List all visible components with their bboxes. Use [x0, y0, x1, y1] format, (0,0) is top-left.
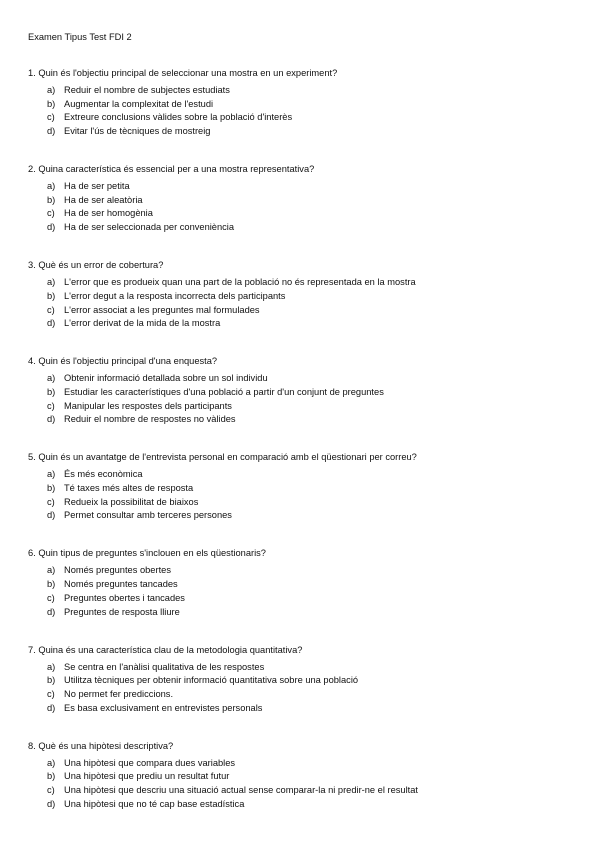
option-text: Una hipòtesi que compara dues variables	[64, 757, 236, 768]
option-letter: c)	[47, 592, 55, 603]
option-letter: c)	[47, 208, 55, 219]
answer-option	[28, 317, 588, 331]
question-text: 8. Què és una hipòtesi descriptiva?	[28, 740, 174, 751]
question-text: 3. Què és un error de cobertura?	[28, 260, 164, 271]
document-title: Examen Tipus Test FDI 2	[28, 32, 132, 42]
option-text: Manipular les respostes dels participants	[64, 400, 232, 411]
option-text: Ha de ser petita	[64, 181, 130, 192]
option-text: Obtenir informació detallada sobre un sol individu	[64, 373, 268, 384]
option-text: Ha de ser aleatòria	[64, 194, 143, 205]
answer-option	[28, 98, 588, 112]
option-text: Ha de ser homogènia	[64, 208, 153, 219]
question-block	[28, 450, 588, 546]
answer-option	[28, 784, 588, 798]
answer-option	[28, 592, 588, 606]
option-text: L'error derivat de la mida de la mostra	[64, 318, 221, 329]
option-letter: a)	[47, 565, 56, 576]
option-letter: a)	[47, 757, 56, 768]
option-letter: b)	[47, 98, 56, 109]
question-text: 2. Quina característica és essencial per a una mostra representativa?	[28, 164, 315, 175]
answer-option	[28, 702, 588, 716]
option-text: Preguntes obertes i tancades	[64, 592, 185, 603]
answer-option	[28, 413, 588, 427]
option-text: Una hipòtesi que no té cap base estadística	[64, 798, 245, 809]
option-text: Preguntes de resposta lliure	[64, 606, 180, 617]
option-letter: b)	[47, 386, 56, 397]
option-letter: b)	[47, 194, 56, 205]
answer-option	[28, 770, 588, 784]
answer-option	[28, 798, 588, 812]
answer-option	[28, 207, 588, 221]
question-block	[28, 258, 588, 354]
answer-option	[28, 111, 588, 125]
option-text: L'error que es produeix quan una part de la població no és representada en la mostra	[64, 277, 416, 288]
answer-option	[28, 386, 588, 400]
option-letter: a)	[47, 661, 56, 672]
option-letter: b)	[47, 675, 56, 686]
answer-option	[28, 372, 588, 386]
option-text: Només preguntes tancades	[64, 579, 178, 590]
answer-option	[28, 276, 588, 290]
option-letter: b)	[47, 579, 56, 590]
option-letter: d)	[47, 222, 56, 233]
option-letter: c)	[47, 688, 55, 699]
answer-option	[28, 661, 588, 675]
option-text: Utilitza tècniques per obtenir informació quantitativa sobre una població	[64, 675, 359, 686]
option-letter: b)	[47, 483, 56, 494]
answer-option	[28, 496, 588, 510]
question-list	[28, 66, 588, 835]
option-text: Es basa exclusivament en entrevistes personals	[64, 702, 263, 713]
answer-option	[28, 221, 588, 235]
option-letter: a)	[47, 277, 56, 288]
option-letter: c)	[47, 496, 55, 507]
question-text: 7. Quina és una característica clau de la metodologia quantitativa?	[28, 644, 303, 655]
option-text: Evitar l'ús de tècniques de mostreig	[64, 126, 211, 137]
option-letter: b)	[47, 290, 56, 301]
question-block	[28, 546, 588, 642]
answer-option	[28, 509, 588, 523]
question-block	[28, 354, 588, 450]
option-letter: d)	[47, 510, 56, 521]
answer-option	[28, 400, 588, 414]
option-text: Permet consultar amb terceres persones	[64, 510, 232, 521]
answer-option	[28, 674, 588, 688]
question-text: 5. Quin és un avantatge de l'entrevista personal en comparació amb el qüestionari per correu?	[28, 452, 417, 463]
option-text: Reduir el nombre de subjectes estudiats	[64, 85, 230, 95]
option-text: Només preguntes obertes	[64, 565, 171, 576]
option-letter: d)	[47, 126, 56, 137]
option-letter: c)	[47, 785, 55, 796]
option-text: No permet fer prediccions.	[64, 688, 174, 699]
answer-option	[28, 468, 588, 482]
question-block	[28, 162, 588, 258]
option-letter: d)	[47, 606, 56, 617]
question-block	[28, 643, 588, 739]
answer-option	[28, 606, 588, 620]
option-text: Té taxes més altes de resposta	[64, 483, 194, 494]
option-letter: d)	[47, 318, 56, 329]
option-text: Redueix la possibilitat de biaixos	[64, 496, 199, 507]
option-letter: c)	[47, 400, 55, 411]
question-text: 6. Quin tipus de preguntes s'inclouen en els qüestionaris?	[28, 548, 266, 559]
answer-option	[28, 125, 588, 139]
question-text: 1. Quin és l'objectiu principal de seleccionar una mostra en un experiment?	[28, 68, 338, 78]
option-text: L'error associat a les preguntes mal formulades	[64, 304, 260, 315]
option-text: Augmentar la complexitat de l'estudi	[64, 98, 214, 109]
option-text: Se centra en l'anàlisi qualitativa de les respostes	[64, 661, 265, 672]
option-letter: b)	[47, 771, 56, 782]
option-text: Estudiar les característiques d'una població a partir d'un conjunt de preguntes	[64, 386, 384, 397]
answer-option	[28, 757, 588, 771]
option-letter: c)	[47, 112, 55, 123]
option-text: L'error degut a la resposta incorrecta dels participants	[64, 290, 286, 301]
option-text: Extreure conclusions vàlides sobre la població d'interès	[64, 112, 293, 123]
answer-option	[28, 180, 588, 194]
option-text: Una hipòtesi que prediu un resultat futur	[64, 771, 230, 782]
option-text: Ha de ser seleccionada per conveniència	[64, 222, 235, 233]
option-letter: a)	[47, 373, 56, 384]
option-text: Una hipòtesi que descriu una situació actual sense comparar-la ni predir-ne el resultat	[64, 785, 418, 796]
answer-option	[28, 304, 588, 318]
option-text: Reduir el nombre de respostes no vàlides	[64, 414, 236, 425]
option-letter: a)	[47, 469, 56, 480]
answer-option	[28, 688, 588, 702]
answer-option	[28, 194, 588, 208]
question-block	[28, 66, 588, 162]
answer-option	[28, 290, 588, 304]
option-letter: a)	[47, 181, 56, 192]
option-letter: c)	[47, 304, 55, 315]
answer-option	[28, 84, 588, 98]
option-letter: a)	[47, 85, 56, 95]
question-block	[28, 739, 588, 835]
option-letter: d)	[47, 414, 56, 425]
option-text: És més econòmica	[64, 469, 143, 480]
answer-option	[28, 578, 588, 592]
answer-option	[28, 564, 588, 578]
option-letter: d)	[47, 702, 56, 713]
option-letter: d)	[47, 798, 56, 809]
answer-option	[28, 482, 588, 496]
question-text: 4. Quin és l'objectiu principal d'una enquesta?	[28, 356, 218, 367]
